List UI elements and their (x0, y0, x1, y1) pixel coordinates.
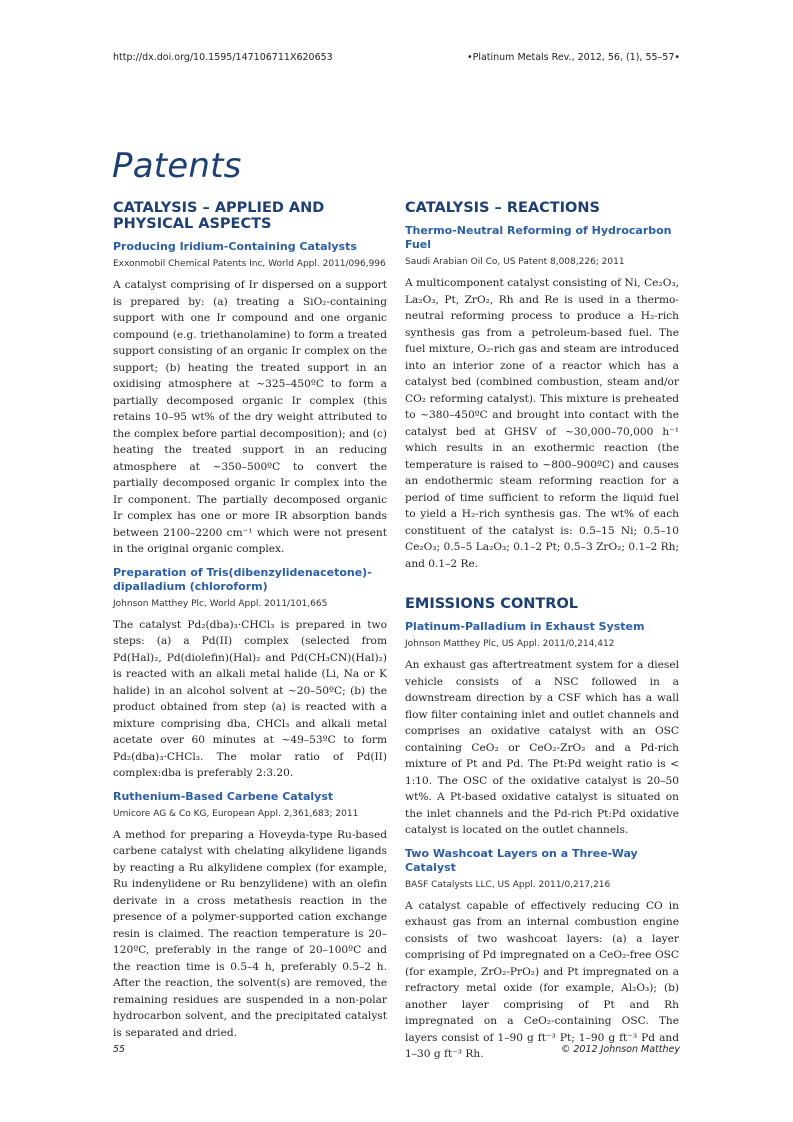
entry-source-iridium: Exxonmobil Chemical Patents Inc, World Appl. 2011/096,996 (113, 259, 386, 269)
entry-source-thermo-neutral: Saudi Arabian Oil Co, US Patent 8,008,226; 2011 (405, 257, 625, 267)
left-column (113, 200, 387, 1041)
entry-source-washcoat: BASF Catalysts LLC, US Appl. 2011/0,217,216 (405, 879, 611, 890)
section-heading-catalysis-reactions: CATALYSIS – REACTIONS (405, 200, 600, 216)
entry-title-thermo-neutral: Thermo-Neutral Reforming of Hydrocarbon Fuel (405, 224, 672, 251)
page-number: 55 (113, 1044, 126, 1055)
entry-body-tris-dba: The catalyst Pd₂(dba)₃·CHCl₃ is prepared in two steps: (a) a Pd(II) complex (selected from Pd(Hal)₂, Pd(diolefin)(Hal)₂ and Pd(CH₃CN)(Hal)₂) is reacted with an alkali metal halide (Li, Na or K halide) in an alcohol solvent at ~20–50ºC; (b) the product obtained from step (a) is reacted with a mixture comprising dba, CHCl₃ and alkali metal acetate over 60 minutes at ~49–53ºC to form Pd₂(dba)₃·CHCl₃. The molar ratio of Pd(II) complex:dba is preferably 2:3.20. (113, 618, 387, 779)
entry-body-pt-pd-exhaust: An exhaust gas aftertreatment system for a diesel vehicle consists of a NSC followed in a downstream direction by a CSF which has a wall flow filter containing inlet and outlet channels and comprises an oxidative catalyst with an OSC containing CeO₂ or CeO₂-ZrO₂ and a Pd-rich mixture of Pt and Pd. The Pt:Pd weight ratio is < 1:10. The OSC of the oxidative catalyst is 20–50 wt%. A Pt-based oxidative catalyst is situated on the inlet channels and the Pd-rich Pt:Pd oxidative catalyst is located on the outlet channels. (405, 659, 679, 836)
copyright: © 2012 Johnson Matthey (560, 1044, 680, 1055)
entry-source-ruthenium: Umicore AG & Co KG, European Appl. 2,361,683; 2011 (113, 808, 359, 819)
entry-title-tris-dba: Preparation of Tris(dibenzylidenacetone)-dipalladium (chloroform) (113, 565, 372, 593)
right-column (405, 200, 679, 1063)
entry-title-pt-pd-exhaust: Platinum-Palladium in Exhaust System (405, 620, 645, 633)
entry-source-pt-pd-exhaust: Johnson Matthey Plc, US Appl. 2011/0,214,412 (405, 639, 615, 649)
entry-body-ruthenium: A method for preparing a Hoveyda-type Ru-based carbene catalyst with chelating alkylidene ligands by reacting a Ru alkylidene complex (for example, Ru indenylidene or Ru benzylidene) with an olefin derivate in a cross metathesis reaction in the presence of a polymer-supported cation exchange resin is claimed. The reaction temperature is 20–120ºC, preferably in the range of 20–100ºC and the reaction time is 0.5–4 h, preferably 0.5–2 h. After the reaction, the solvent(s) are removed, the remaining residues are suspended in a non-polar hydrocarbon solvent, and the precipitated catalyst is separated and dried. (113, 828, 387, 1039)
section-heading-catalysis-applied: CATALYSIS – APPLIED AND PHYSICAL ASPECTS (113, 200, 325, 232)
entry-body-thermo-neutral: A multicomponent catalyst consisting of Ni, Ce₂O₃, La₂O₃, Pt, ZrO₂, Rh and Re is used in a thermo-neutral reforming process to produce a H₂-rich synthesis gas from a petroleum-based fuel. The fuel mixture, O₂-rich gas and steam are introduced into an interior zone of a reactor which has a catalyst bed (combined combustion, steam and/or CO₂ reforming catalyst). This mixture is preheated to ~380–450ºC and brought into contact with the catalyst bed at GHSV of ~30,000–70,000 h⁻¹ which results in an exothermic reaction (the temperature is raised to ~800–900ºC) and causes an endothermic steam reforming reaction for a period of time sufficient to reform the liquid fuel to yield a H₂-rich synthesis gas. The wt% of each constituent of the catalyst is: 0.5–15 Ni; 0.5–10 Ce₂O₃; 0.5–5 La₂O₃; 0.1–2 Pt; 0.5–3 ZrO₂; 0.1–2 Rh; and 0.1–2 Re. (405, 277, 679, 570)
page-title: Patents (112, 146, 242, 186)
entry-source-tris-dba: Johnson Matthey Plc, World Appl. 2011/101,665 (113, 598, 328, 609)
entry-body-iridium: A catalyst comprising of Ir dispersed on a support is prepared by: (a) treating a SiO₂-containing support with one Ir compound and one organic compound (e.g. triethanolamine) to form a treated support consisting of an organic Ir complex on the support; (b) heating the treated support in an oxidising atmosphere at ~325–450ºC to form a partially decomposed organic Ir complex (this retains 10–95 wt% of the dry weight attributed to the complex before partial decomposition); and (c) heating the treated support in an reducing atmosphere at ~350–500ºC to convert the partially decomposed organic Ir complex into the Ir component. The partially decomposed organic Ir complex has one or more IR absorption bands between 2100–2200 cm⁻¹ which were not present in the original organic complex. (113, 279, 387, 555)
entry-body-washcoat: A catalyst capable of effectively reducing CO in exhaust gas from an internal combustion engine consists of two washcoat layers: (a) a layer comprising of Pd impregnated on a CeO₂-free OSC (for example, ZrO₂-PrO₂) and Pt impregnated on a refractory metal oxide (for example, Al₂O₃); (b) another layer comprising of Pt and Rh impregnated on a CeO₂-containing OSC. The layers consist of 1–90 g ft⁻³ Pt; 1–90 g ft⁻³ Pd and 1–30 g ft⁻³ Rh. (405, 899, 679, 1060)
entry-title-iridium: Producing Iridium-Containing Catalysts (113, 240, 357, 253)
doi-link[interactable]: http://dx.doi.org/10.1595/147106711X620653 (113, 52, 333, 63)
journal-citation: •Platinum Metals Rev., 2012, 56, (1), 55–57• (466, 52, 680, 63)
entry-title-washcoat: Two Washcoat Layers on a Three-Way Catalyst (405, 846, 638, 874)
section-heading-emissions: EMISSIONS CONTROL (405, 596, 579, 612)
entry-title-ruthenium: Ruthenium-Based Carbene Catalyst (113, 789, 334, 803)
